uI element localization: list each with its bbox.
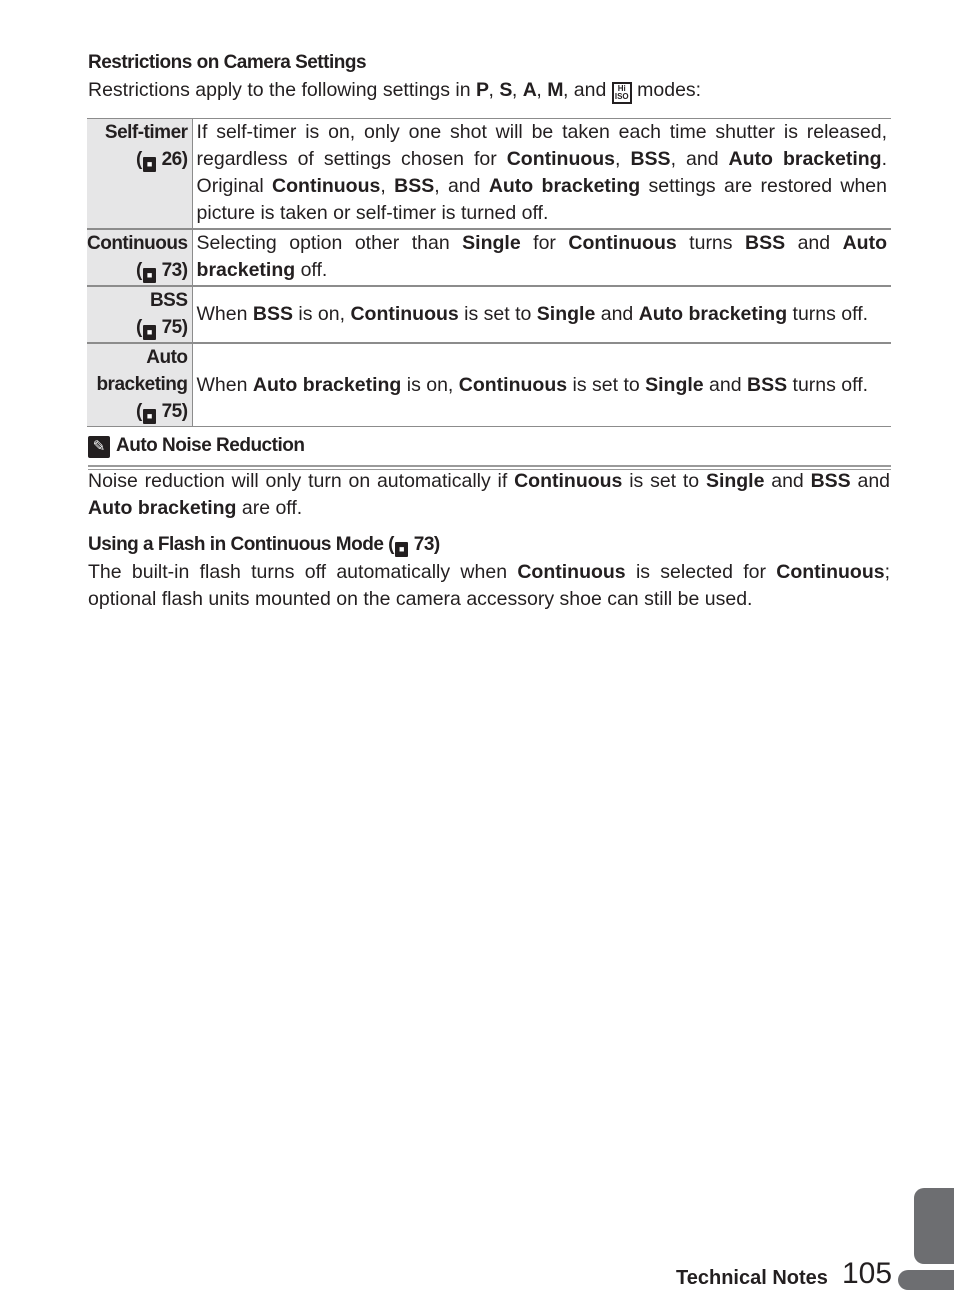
- flash-body: The built-in flash turns off automatically when Continuous is selected for Continuous; optional flash units mounted on the camera accessory shoe can still be used.: [88, 561, 891, 610]
- pencil-note-icon: ✎: [88, 436, 110, 458]
- chapter-tab: [914, 1188, 954, 1264]
- restrictions-table: [87, 118, 891, 427]
- mode-m-icon: M: [547, 79, 563, 101]
- row-text-auto-bracketing: When Auto bracketing is on, Continuous is set to Single and BSS turns off.: [192, 343, 891, 427]
- mode-a-icon: A: [522, 79, 537, 101]
- ref-icon: ■: [143, 157, 156, 172]
- hi-iso-mode-icon: Hi ISO: [612, 82, 632, 104]
- row-text-bss: When BSS is on, Continuous is set to Single and Auto bracketing turns off.: [192, 286, 891, 343]
- table-row: [87, 286, 891, 343]
- restrictions-heading: Restrictions on Camera Settings: [88, 52, 367, 73]
- chapter-tab-pill: [898, 1270, 954, 1290]
- row-text-self-timer: If self-timer is on, only one shot will be taken each time shutter is released, regardless of settings chosen for Continuous, BSS, and Auto bracketing. Original Continuous, BSS, and Auto bracketing settings are restored when picture is taken or self-timer is turned off.: [196, 121, 887, 224]
- row-text-continuous: Selecting option other than Single for Continuous turns BSS and Auto bracketing off.: [192, 229, 891, 286]
- row-label-auto-bracketing: Auto bracketing ( ■ 75): [87, 343, 192, 427]
- note-title: Auto Noise Reduction: [116, 435, 305, 456]
- note-header: [88, 433, 891, 467]
- restrictions-intro: Restrictions apply to the following settings in P, S, A, M, and Hi ISO modes:: [88, 77, 890, 104]
- page-number: 105: [842, 1257, 893, 1290]
- ref-icon: ■: [143, 268, 156, 283]
- mode-p-icon: P: [476, 79, 489, 101]
- table-row: [87, 229, 891, 286]
- ref-icon: ■: [143, 409, 156, 424]
- table-row: [87, 343, 891, 427]
- row-label-self-timer: Self-timer ( ■ 26): [87, 119, 192, 230]
- note-body: Noise reduction will only turn on automatically if Continuous is set to Single and BSS and Auto bracketing are off.: [88, 470, 891, 519]
- table-row: [87, 119, 891, 230]
- mode-s-icon: S: [499, 79, 512, 101]
- row-label-bss: BSS ( ■ 75): [87, 286, 192, 343]
- footer-section-label: Technical Notes: [676, 1267, 828, 1289]
- ref-icon: ■: [395, 542, 408, 557]
- ref-icon: ■: [143, 325, 156, 340]
- row-label-continuous: Continuous ( ■ 73): [87, 229, 192, 286]
- flash-heading: Using a Flash in Continuous Mode ( ■ 73): [88, 534, 440, 555]
